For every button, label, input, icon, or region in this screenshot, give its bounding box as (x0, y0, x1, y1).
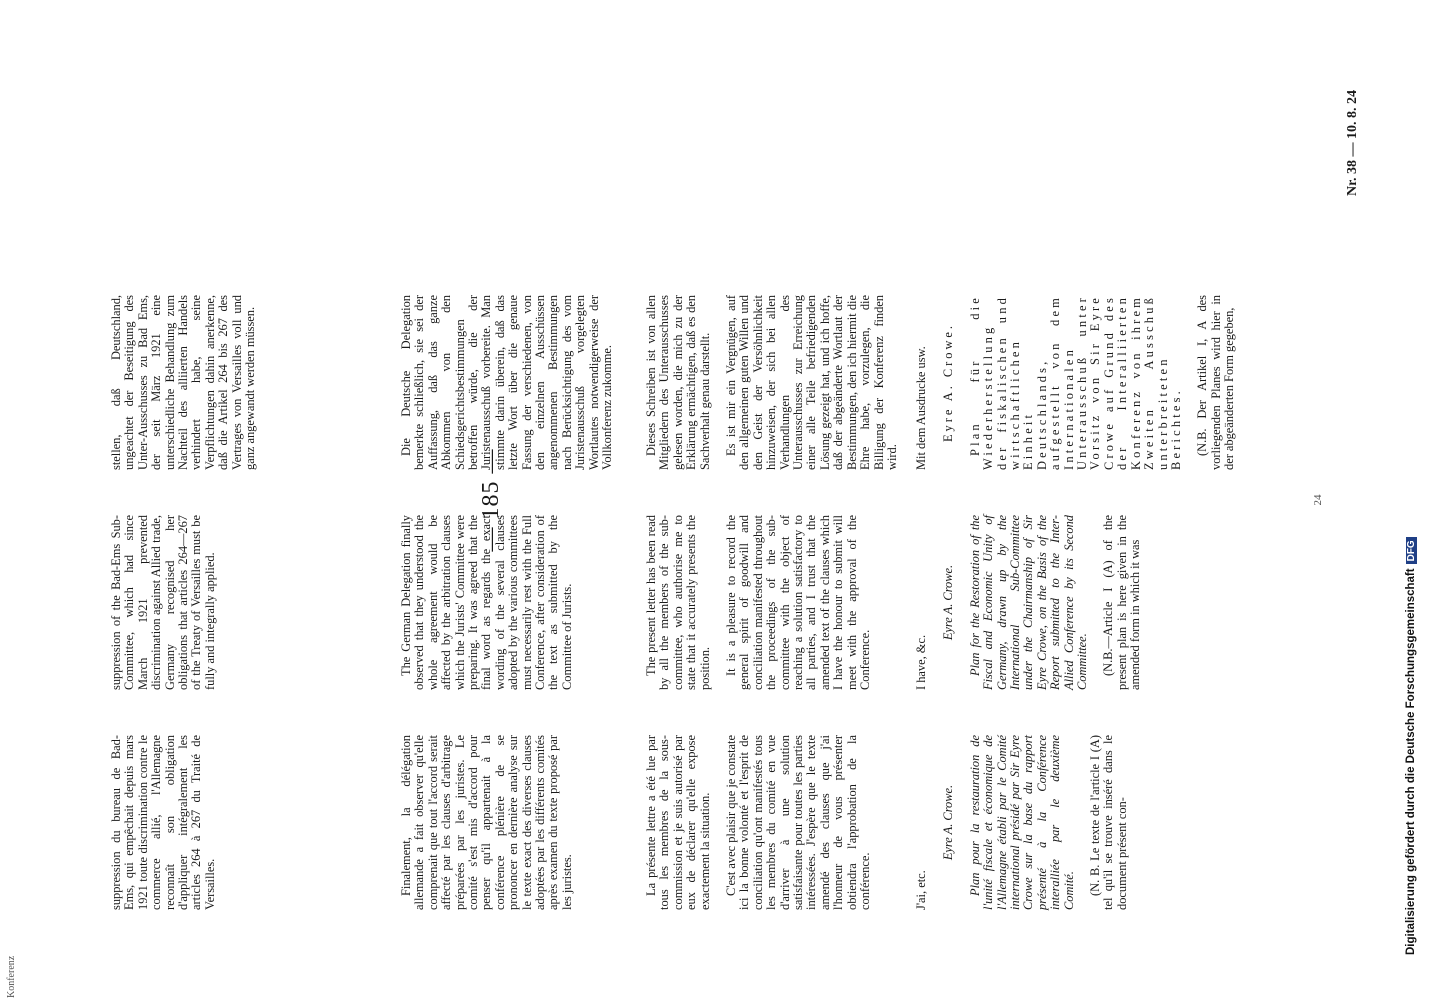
english-paragraph-2: The German Delegation finally observed that they understood the whole agreement would be affected by the arbitration clauses which the Jurists' Committee were preparing. It was agreed that the final word as regards the exact wording of the several clauses adopted by the various committees must necessarily rest with the Full Conference, after consideration of the text as submitted by the Committee of Jurists. (399, 515, 574, 690)
english-paragraph-3: The present letter has been read by all the members of the sub-committee, who authorise me to state that it accurately presents the position. (644, 515, 712, 690)
french-paragraph-1: suppression du bureau de Bad-Ems, qui empêchait depuis mars 1921 toute discrimination contre le commerce allié, l'Allemagne reconnaît son obligation d'appliquer intégralement les articles 264 à 267 du Traité de Versailles. (109, 735, 217, 910)
english-closing-block (905, 515, 1156, 690)
english-note: (N.B.—Article I (A) of the present plan is here given in the amended form in which it was (1101, 515, 1143, 690)
credit-text: Digitalisierung gefördert durch die Deutsche Forschungsgemeinschaft (1405, 568, 1417, 955)
french-paragraph-2: Finalement, la délégation allemande a fait observer qu'elle comprenait que tout l'accord serait affecté par les clauses d'arbitrage préparées par les juristes. Le comité s'est mis d'accord pour penser qu'il appartenait à la conférence plénière de se prononcer en dernière analyse sur le texte exact des diverses clauses adoptées par les différents comités après examen du texte proposé par les juristes. (399, 735, 574, 910)
german-paragraph-2: Die Deutsche Delegation bemerkte schließlich, sie sei der Auffassung, daß das ganze Abkommen von den Schiedsgerichtsbestimmungen betroffen würde, die der Juristenausschuß vorbereite. Man stimmte darin überein, daß das letzte Wort über die genaue Fassung der verschiedenen, von den einzelnen Ausschüssen angenommenen Bestimmungen nach Berücksichtigung des vom Juristenausschuß vorgelegten Wortlautes notwendigerweise der Vollkonferenz zukomme. (399, 295, 615, 470)
french-closing: J'ai, etc. (914, 870, 928, 910)
dfg-logo: DFG (1406, 537, 1417, 564)
german-paragraph-3-4 (645, 295, 912, 470)
french-closing-block (905, 735, 1142, 910)
german-closing-block (905, 295, 1250, 470)
german-plan-title: Plan für die Wiederherstellung der fiskalischen und wirtschaftlichen Einheit Deutschlands, aufgestellt von dem Internationalen Unterausschuß unter Vorsitz von Sir Eyre Crowe auf Grund des der Interalliierten Konferenz von ihrem Zweiten Ausschuß unterbreiteten Berichtes. (967, 295, 1183, 470)
issue-reference: Nr. 38 — 10. 8. 24 (1345, 90, 1360, 197)
french-paragraph-3: La présente lettre a été lue par tous les membres de la sous-commission et je suis autorisé par eux de déclarer qu'elle expose exactement la situation. (644, 735, 712, 910)
english-plan-title: Plan for the Restoration of the Fiscal and Economic Unity of Germany, drawn up by the International Sub-Committee under the Chairmanship of Sir Eyre Crowe, on the Basis of the Report submitted to the Inter-Allied Conference by its Second Committee. (967, 515, 1090, 690)
german-paragraph-4: Es ist mir ein Vergnügen, auf den allgemeinen guten Willen und den Geist der Versöhnlichkeit hinzuweisen, der sich bei allen Verhandlungen des Unterausschusses zur Erreichung einer alle Teile befriedigenden Lösung gezeigt hat, und ich hoffe, daß der abgeänderte Wortlaut der Bestimmungen, den ich hiermit die Ehre habe, vorzulegen, die Billigung der Konferenz finden wird. (724, 295, 899, 470)
french-paragraph-3-4 (645, 735, 886, 910)
english-paragraph-4: It is a pleasure to record the general spirit of goodwill and conciliation manifested throughout the proceedings of the sub-committee with the object of reaching a solution satisfactory to all parties, and I trust that the amended text of the clauses which I have the honour to submit will meet with the approval of the Conference. (724, 515, 873, 690)
english-signature: Eyre A. Crowe. (941, 564, 956, 641)
french-paragraph-4: C'est avec plaisir que je constate ici la bonne volonté et l'esprit de conciliation qu'ont manifestés tous les membres du comité en vue d'arriver à une solution satisfaisante pour toutes les parties intéressées. J'espère que le texte amendé des clauses que j'ai l'honneur de vous présenter obtiendra l'approbation de la conférence. (724, 735, 873, 910)
german-note: (N.B. Der Artikel I, A des vorliegenden Planes wird hier in der abgeänderten Form gegeben, (1195, 295, 1237, 470)
page-number: — 185 — (478, 448, 504, 552)
french-signature: Eyre A. Crowe. (941, 784, 956, 861)
digitization-credit (1405, 537, 1417, 955)
german-closing: Mit dem Ausdrucke usw. (914, 346, 928, 470)
margin-stamp: Konferenz (6, 955, 17, 998)
french-plan-title: Plan pour la restauration de l'unité fiscale et économique de l'Allemagne établi par le Comité international présidé par Sir Eyre Crowe sur la base du rapport présenté à la Conférence interalliée par le deuxième Comité. (967, 735, 1076, 910)
english-closing: I have, &c. (914, 634, 928, 690)
german-signature: Eyre A. Crowe. (941, 322, 956, 443)
footer-page-number: 24 (1312, 494, 1324, 506)
german-paragraph-3: Dieses Schreiben ist von allen Mitgliedern des Unterausschusses gelesen worden, die mich zu der Erklärung ermächtigen, daß es den Sachverhalt genau darstellt. (644, 295, 712, 470)
english-paragraph-3-4 (645, 515, 886, 690)
german-paragraph-1: stellen, daß Deutschland, ungeachtet der Beseitigung des Unter-Ausschusses zu Bad Ems, der seit März 1921 eine unterschiedliche Behandlung zum Nachteil des alliierten Handels verhindert habe, seine Verpflichtungen dahin anerkenne, daß die Artikel 264 bis 267 des Vertrages von Versailles voll und ganz angewandt werden müssen. (109, 295, 258, 470)
english-paragraph-1: suppression of the Bad-Ems Sub-Committee, which had since March 1921 prevented discrimination against Allied trade, Germany recognised her obligations that articles 264—267 of the Treaty of Versailles must be fully and integrally applied. (109, 515, 217, 690)
french-note: (N. B. Le texte de l'article I (A) tel qu'il se trouve inséré dans le document présent con- (1088, 735, 1129, 910)
